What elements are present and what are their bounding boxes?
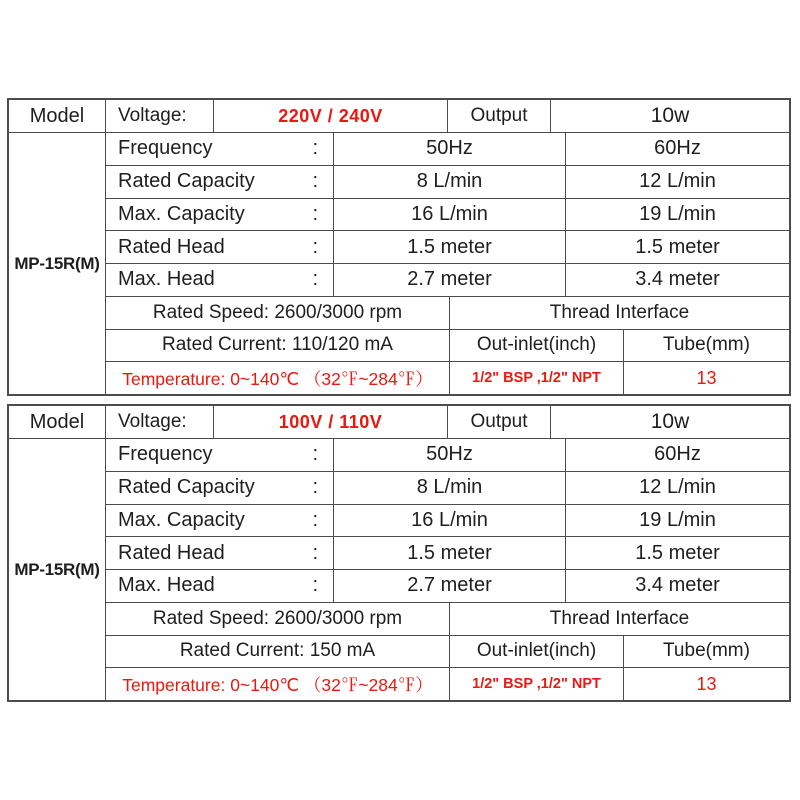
table-body [9,132,789,394]
value-60hz: 1.5 meter [565,231,789,263]
row-label-text: Max. Head [118,268,215,291]
value-50hz: 1.5 meter [333,537,565,569]
value-60hz: 60Hz [565,439,789,471]
table-header-row [9,406,789,438]
temperature-row [106,667,789,700]
row-label [106,570,333,602]
row-label-text: Max. Capacity [118,508,245,531]
value-50hz: 50Hz [333,133,565,165]
row-label [106,472,333,504]
model-header-cell: Model [29,104,85,127]
out-inlet-header: Out-inlet(inch) [449,330,623,362]
row-label-colon: : [312,541,318,564]
row-label-text: Rated Capacity [118,170,255,193]
spec-row-rated-head [106,536,789,569]
tube-header: Tube(mm) [623,330,789,362]
row-label [106,264,333,296]
value-50hz: 16 L/min [333,505,565,537]
temperature-cell: Temperature: 0~140℃ （32℉~284℉） [122,368,433,389]
value-60hz: 1.5 meter [565,537,789,569]
voltage-label: Voltage: [105,100,213,132]
value-60hz: 3.4 meter [565,264,789,296]
temperature-row [106,361,789,394]
value-60hz: 12 L/min [565,166,789,198]
value-50hz: 16 L/min [333,199,565,231]
value-50hz: 8 L/min [333,166,565,198]
spec-row-max-capacity [106,198,789,231]
row-label-colon: : [312,170,318,193]
row-label-colon: : [312,574,318,597]
table-header-row [9,100,789,132]
row-label-colon: : [312,235,318,258]
voltage-value: 220V / 240V [213,100,447,132]
spec-row-frequency [106,439,789,471]
output-value: 10w [550,100,789,132]
value-60hz: 60Hz [565,133,789,165]
row-label-text: Rated Head [118,541,225,564]
spec-row-max-head [106,263,789,296]
row-label-text: Frequency [118,443,213,466]
rated-speed-row [106,602,789,635]
value-50hz: 2.7 meter [333,570,565,602]
thread-interface-header: Thread Interface [449,603,789,635]
model-name-cell: MP-15R(M) [14,559,100,579]
out-inlet-value: 1/2" BSP ,1/2" NPT [449,668,623,700]
spec-table-220v [7,98,791,396]
model-header-cell: Model [29,410,85,433]
row-label-text: Max. Capacity [118,202,245,225]
spec-row-rated-head [106,230,789,263]
output-value: 10w [550,406,789,438]
thread-interface-header: Thread Interface [449,297,789,329]
row-label-colon: : [312,476,318,499]
value-60hz: 3.4 meter [565,570,789,602]
rated-speed-cell: Rated Speed: 2600/3000 rpm [152,301,403,323]
value-50hz: 50Hz [333,439,565,471]
row-label-colon: : [312,443,318,466]
out-inlet-header: Out-inlet(inch) [449,636,623,668]
value-60hz: 12 L/min [565,472,789,504]
rated-current-row [106,329,789,362]
row-label [106,166,333,198]
row-label-colon: : [312,508,318,531]
value-50hz: 1.5 meter [333,231,565,263]
value-60hz: 19 L/min [565,199,789,231]
row-label-colon: : [312,268,318,291]
spec-row-rated-capacity [106,165,789,198]
row-label-text: Frequency [118,137,213,160]
out-inlet-value: 1/2" BSP ,1/2" NPT [449,362,623,394]
row-label [106,537,333,569]
output-label: Output [447,100,550,132]
spec-row-frequency [106,133,789,165]
row-label [106,133,333,165]
spec-row-max-capacity [106,504,789,537]
rated-current-row [106,635,789,668]
tube-value: 13 [623,668,789,700]
rated-current-cell: Rated Current: 150 mA [179,640,376,662]
value-60hz: 19 L/min [565,505,789,537]
output-label: Output [447,406,550,438]
row-label-colon: : [312,137,318,160]
rated-speed-row [106,296,789,329]
row-label-text: Max. Head [118,574,215,597]
table-body [9,438,789,700]
voltage-value: 100V / 110V [213,406,447,438]
row-label [106,199,333,231]
row-label-colon: : [312,202,318,225]
tube-header: Tube(mm) [623,636,789,668]
row-label-text: Rated Capacity [118,476,255,499]
temperature-cell: Temperature: 0~140℃ （32℉~284℉） [122,674,433,695]
row-label-text: Rated Head [118,235,225,258]
row-label [106,505,333,537]
row-label [106,231,333,263]
tube-value: 13 [623,362,789,394]
rated-speed-cell: Rated Speed: 2600/3000 rpm [152,607,403,629]
spec-table-100v [7,404,791,702]
spec-row-max-head [106,569,789,602]
spec-row-rated-capacity [106,471,789,504]
row-label [106,439,333,471]
rated-current-cell: Rated Current: 110/120 mA [162,334,393,356]
model-name-cell: MP-15R(M) [14,253,100,273]
value-50hz: 2.7 meter [333,264,565,296]
value-50hz: 8 L/min [333,472,565,504]
voltage-label: Voltage: [105,406,213,438]
